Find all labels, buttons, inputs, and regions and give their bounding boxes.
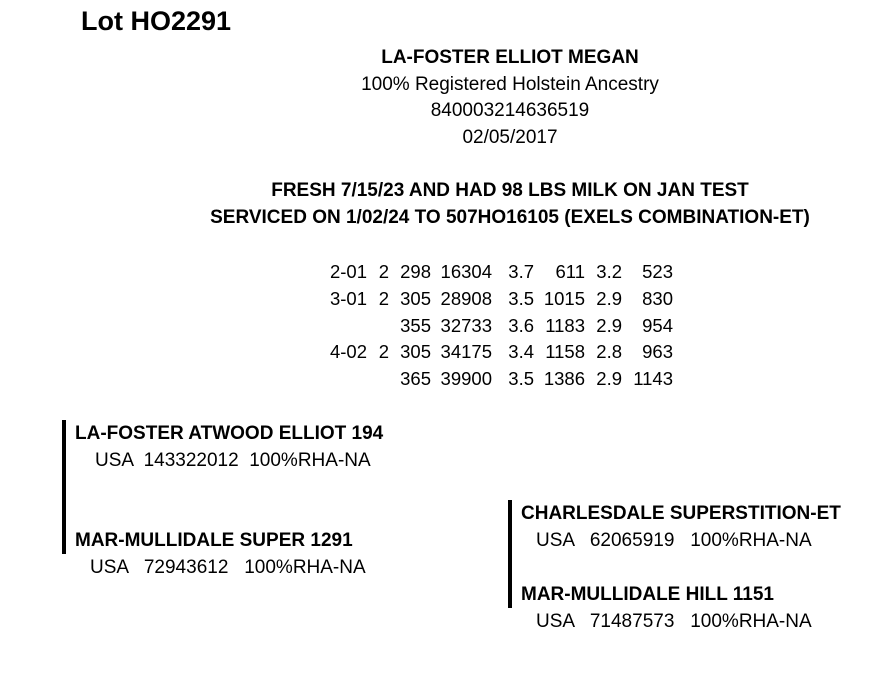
maternal-grandsire-name: CHARLESDALE SUPERSTITION-ET (521, 503, 841, 524)
service-note: SERVICED ON 1/02/24 TO 507HO16105 (EXELS COMBINATION-ET) (210, 206, 810, 228)
maternal-granddam-name: MAR-MULLIDALE HILL 1151 (521, 584, 775, 605)
record-cell: 963 (642, 341, 673, 363)
record-cell: 830 (642, 287, 673, 309)
record-cell: 1143 (633, 368, 673, 390)
maternal-granddam-info: USA 71487573 100%RHA-NA (536, 611, 812, 632)
animal-name: LA-FOSTER ELLIOT MEGAN (381, 47, 639, 68)
record-cell (367, 366, 389, 393)
record-cell: 4-02 (329, 341, 367, 363)
record-cell (367, 313, 389, 340)
record-cell: 523 (642, 261, 673, 282)
record-cell: 1158 (545, 341, 585, 363)
sire-name: LA-FOSTER ATWOOD ELLIOT 194 (75, 423, 384, 444)
record-cell: 1015 (543, 287, 585, 309)
record-cell: 3.5 (508, 287, 534, 309)
lot-number: Lot HO2291 (81, 6, 232, 36)
record-row (320, 286, 673, 313)
record-cell: 16304 (440, 261, 492, 282)
record-cell: 2.8 (596, 341, 622, 363)
record-row (320, 313, 673, 340)
record-cell: 1183 (545, 314, 585, 336)
record-cell: 305 (400, 341, 431, 363)
record-cell: 1386 (543, 368, 585, 390)
record-cell: 39900 (440, 368, 492, 390)
record-cell: 3.5 (508, 368, 534, 390)
record-cell: 2.9 (596, 368, 622, 390)
record-cell: 32733 (440, 314, 492, 336)
record-cell: 28908 (440, 287, 492, 309)
animal-header (300, 45, 720, 151)
record-cell: 2 (378, 287, 389, 309)
record-cell: 2-01 (329, 261, 367, 282)
record-cell: 954 (642, 314, 673, 336)
record-cell: 3.2 (596, 261, 622, 282)
production-records (320, 259, 673, 393)
record-row (320, 366, 673, 393)
record-cell: 2 (378, 261, 389, 282)
fresh-note: FRESH 7/15/23 AND HAD 98 LBS MILK ON JAN TEST (271, 180, 749, 201)
record-cell: 365 (400, 368, 431, 390)
pedigree-bracket-left (62, 420, 66, 554)
record-cell (320, 313, 367, 340)
record-row (320, 259, 673, 286)
birth-date: 02/05/2017 (462, 126, 558, 148)
record-cell: 305 (400, 287, 431, 309)
record-cell: 34175 (440, 341, 492, 363)
record-cell: 355 (400, 314, 431, 336)
notes (150, 178, 870, 231)
record-row (320, 339, 673, 366)
record-cell: 3-01 (329, 287, 367, 309)
dam-info: USA 72943612 100%RHA-NA (90, 557, 366, 578)
record-cell: 3.7 (508, 261, 534, 282)
sire-info: USA 143322012 100%RHA-NA (95, 450, 371, 471)
record-cell: 611 (555, 261, 585, 282)
record-cell: 2.9 (596, 287, 622, 309)
dam-name: MAR-MULLIDALE SUPER 1291 (75, 530, 353, 551)
record-cell: 2 (378, 341, 389, 363)
record-cell: 3.4 (508, 341, 534, 363)
ancestry-text: 100% Registered Holstein Ancestry (361, 73, 659, 95)
record-cell (320, 366, 367, 393)
animal-id: 840003214636519 (430, 100, 590, 121)
record-cell: 2.9 (596, 314, 622, 336)
pedigree-bracket-right (508, 500, 512, 608)
record-cell: 298 (400, 261, 431, 282)
maternal-grandsire-info: USA 62065919 100%RHA-NA (536, 530, 812, 551)
record-cell: 3.6 (508, 314, 534, 336)
